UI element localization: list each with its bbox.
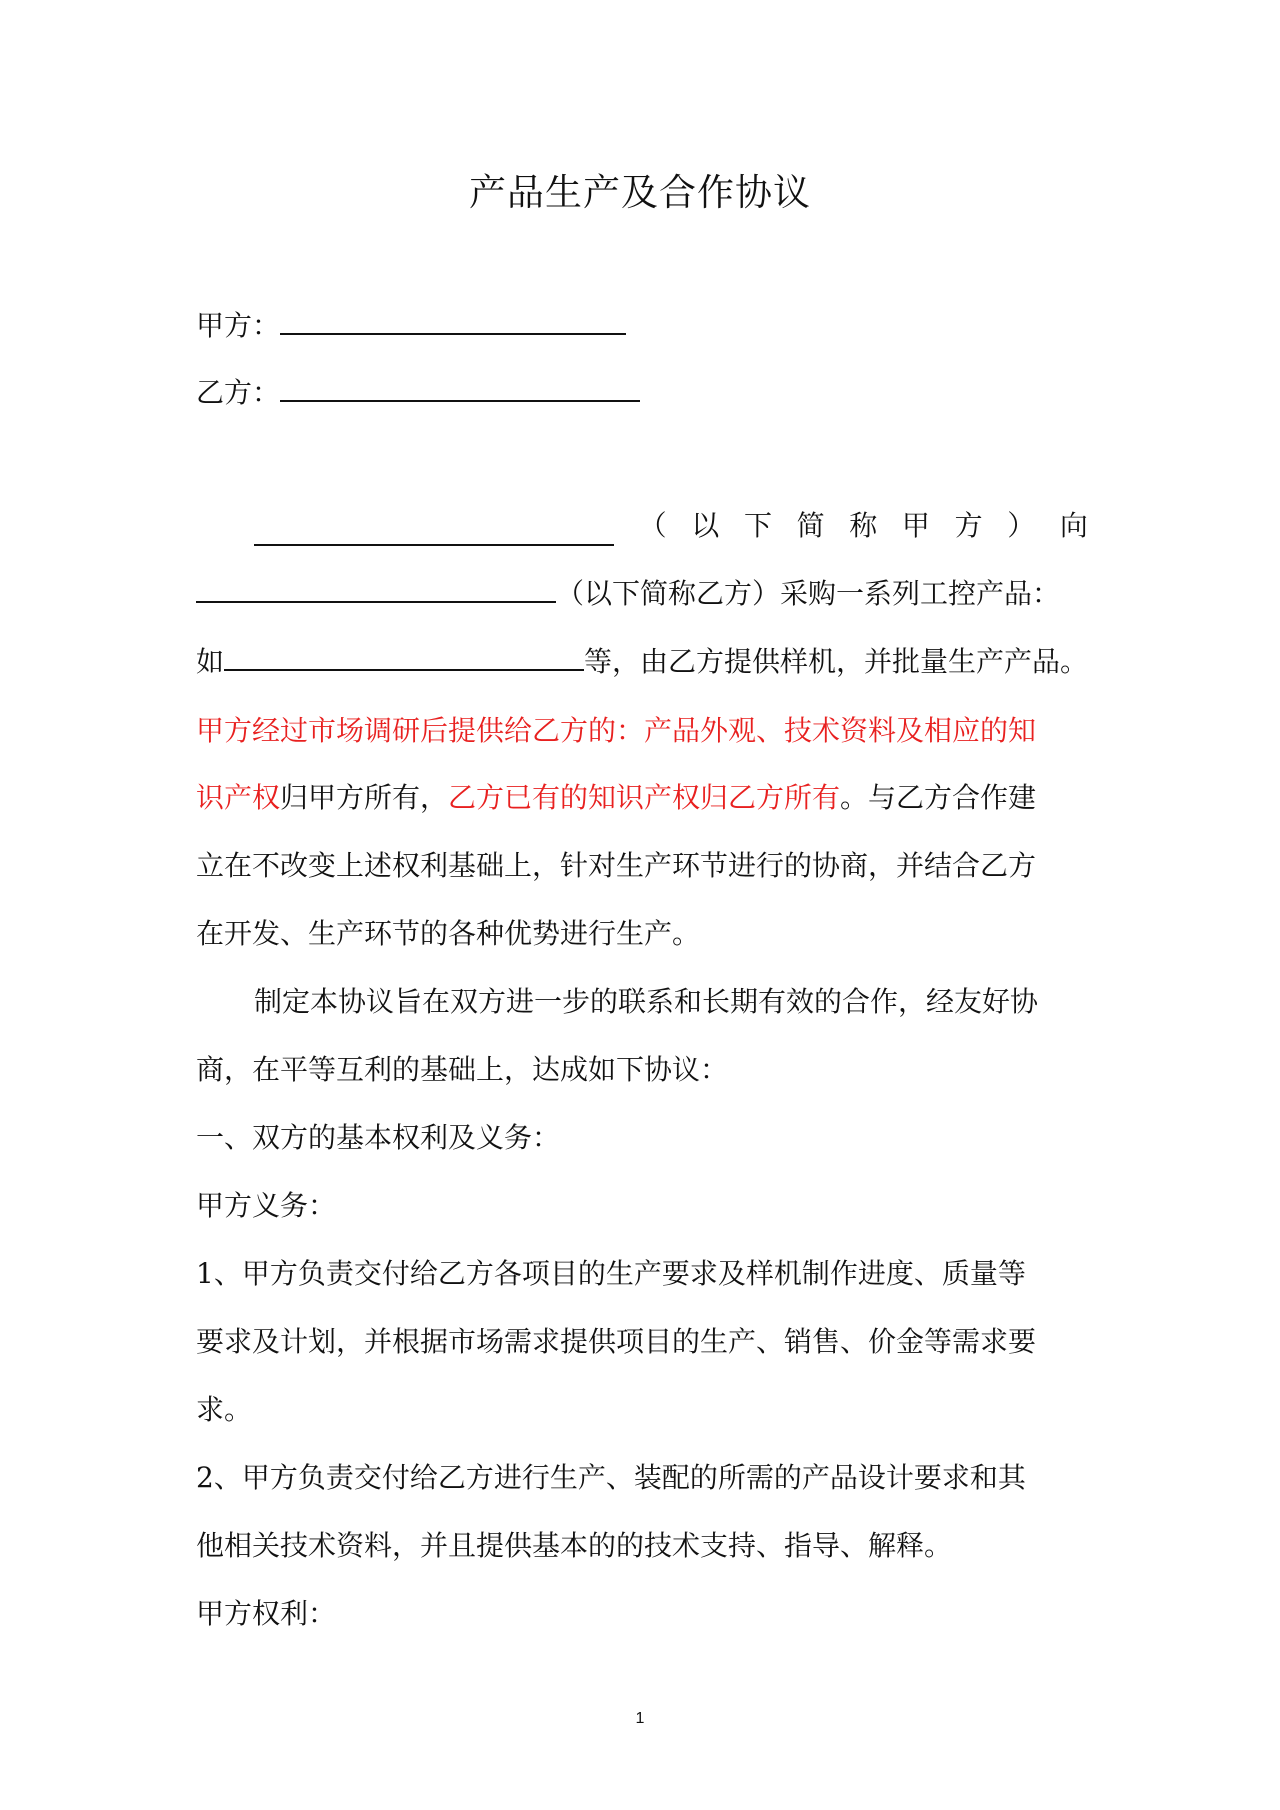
intro-abbrev-char: 向 bbox=[1059, 509, 1088, 542]
party-a-line bbox=[196, 306, 626, 346]
purpose-line-2: 商，在平等互利的基础上，达成如下协议： bbox=[196, 1053, 729, 1086]
duty-2-line-1: 2、甲方负责交付给乙方进行生产、装配的所需的产品设计要求和其 bbox=[196, 1461, 1026, 1494]
intro-abbrev-char: 以 bbox=[691, 509, 720, 542]
ip-black-b: 。与乙方合作建 bbox=[840, 781, 1037, 814]
intro-abbrev-char: 简 bbox=[796, 509, 825, 542]
ip-black-a: 归甲方所有， bbox=[280, 781, 449, 814]
intro-line-4: 甲方经过市场调研后提供给乙方的：产品外观、技术资料及相应的知 bbox=[196, 714, 1037, 747]
intro-line-7: 在开发、生产环节的各种优势进行生产。 bbox=[196, 917, 701, 950]
party-b-label: 乙方： bbox=[196, 376, 281, 409]
document-title: 产品生产及合作协议 bbox=[469, 171, 811, 214]
duty-2-line-2: 他相关技术资料，并且提供基本的的技术支持、指导、解释。 bbox=[196, 1529, 953, 1562]
ip-red-b: 乙方已有的知识产权归乙方所有 bbox=[448, 781, 841, 814]
duty-1-line-3: 求。 bbox=[196, 1393, 253, 1426]
party-a-rights-heading: 甲方权利： bbox=[196, 1597, 337, 1630]
intro-line-2 bbox=[196, 574, 1060, 614]
product-examples-blank bbox=[224, 643, 584, 671]
section-1-heading: 一、双方的基本权利及义务： bbox=[196, 1121, 561, 1154]
intro-line-3-prefix: 如 bbox=[196, 645, 225, 678]
party-a-name-blank bbox=[254, 518, 614, 546]
party-b-blank bbox=[280, 374, 640, 402]
party-b-line bbox=[196, 373, 640, 413]
intro-abbrev-char: 下 bbox=[743, 509, 772, 542]
intro-abbrev-char: ） bbox=[1007, 509, 1036, 542]
intro-line-3 bbox=[196, 642, 1088, 682]
intro-abbrev-char: 方 bbox=[954, 509, 983, 542]
intro-line-1 bbox=[196, 506, 1088, 546]
intro-abbrev-char: 甲 bbox=[901, 509, 930, 542]
party-a-blank bbox=[280, 307, 626, 335]
ip-red-a: 识产权 bbox=[196, 781, 281, 814]
intro-abbrev-char: （ bbox=[638, 509, 667, 542]
intro-abbrev-char: 称 bbox=[849, 509, 878, 542]
purpose-line-1: 制定本协议旨在双方进一步的联系和长期有效的合作，经友好协 bbox=[254, 985, 1039, 1018]
duty-1-line-1: 1、甲方负责交付给乙方各项目的生产要求及样机制作进度、质量等 bbox=[196, 1257, 1026, 1290]
intro-line-5 bbox=[196, 778, 1036, 818]
duty-1-line-2: 要求及计划，并根据市场需求提供项目的生产、销售、价金等需求要 bbox=[196, 1325, 1037, 1358]
party-a-duties-heading: 甲方义务： bbox=[196, 1189, 337, 1222]
party-a-label: 甲方： bbox=[196, 309, 281, 342]
page-number: 1 bbox=[635, 1710, 645, 1727]
intro-line-2-text: （以下简称乙方）采购一系列工控产品： bbox=[556, 577, 1061, 610]
party-b-name-blank bbox=[196, 575, 556, 603]
intro-line-3-text: 等，由乙方提供样机，并批量生产产品。 bbox=[584, 645, 1089, 678]
intro-line-6: 立在不改变上述权利基础上，针对生产环节进行的协商，并结合乙方 bbox=[196, 849, 1037, 882]
